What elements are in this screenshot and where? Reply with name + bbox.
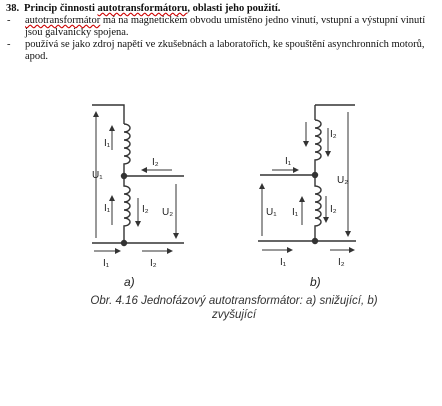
bullet-dash: -: [7, 15, 11, 26]
diagram-a-letter: a): [124, 275, 135, 289]
label-i1-bottom: I₁: [280, 257, 287, 268]
label-i2-mid: I₂: [152, 157, 159, 168]
figure-caption: Obr. 4.16 Jednofázový autotransformátor: a) snižující, b) zvyšující: [90, 295, 378, 321]
label-u2: U₂: [337, 175, 349, 186]
diagram-b-labels: [266, 129, 348, 289]
label-i2-bottom: I₂: [150, 258, 157, 269]
label-i1-bottom: I₁: [103, 258, 110, 269]
diagram-a-arrows: [94, 112, 176, 251]
label-i2-low: I₂: [142, 204, 149, 215]
bullet-dash: -: [7, 39, 11, 50]
label-i1-low: I₁: [104, 203, 111, 214]
label-u1: U₁: [92, 170, 103, 181]
label-i1-low: I₁: [292, 207, 299, 218]
bullet-text: používá se jako zdroj napětí ve zkušebnách a laboratořích, ke spouštění asynchronních motorů, apod.: [25, 39, 425, 62]
question-title-term: autotransformátoru: [97, 3, 188, 14]
question-title-start: Princip činnosti: [24, 3, 98, 14]
label-i2-low: I₂: [330, 204, 337, 215]
label-i1-top: I₁: [104, 138, 111, 149]
bullet-term: autotransformátor: [25, 15, 101, 26]
label-i2-top: I₂: [330, 129, 337, 140]
bullet-text: má na magnetickém obvodu umístěno jedno vinutí, vstupní a výstupní vinutí jsou galvanicky spojena.: [25, 15, 426, 38]
diagram-a-labels: [92, 138, 173, 289]
label-u2: U₂: [162, 207, 174, 218]
label-u1: U₁: [266, 207, 277, 218]
question-number: 38.: [6, 3, 20, 14]
label-i1-mid: I₁: [285, 156, 292, 167]
label-i2-bottom: I₂: [338, 257, 345, 268]
question-title-end: , oblasti jeho použití.: [187, 3, 281, 14]
diagram-b-letter: b): [310, 275, 321, 289]
